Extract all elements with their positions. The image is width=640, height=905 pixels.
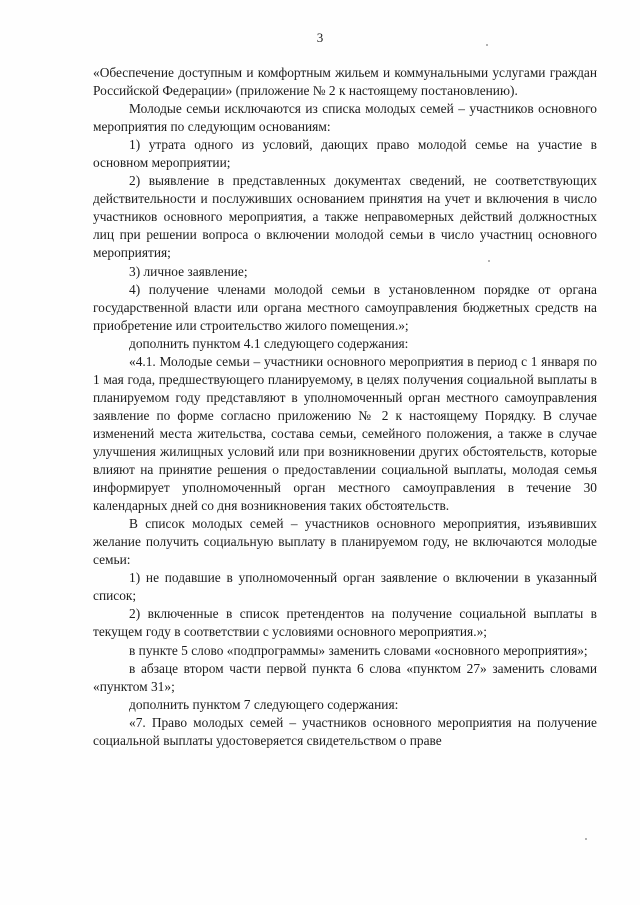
paragraph-exclusion-item-1: 1) утрата одного из условий, дающих право молодой семье на участие в основном мероприятии; [93, 137, 597, 171]
paragraph-list-item-1: 1) не подавшие в уполномоченный орган заявление о включении в указанный список; [93, 570, 597, 604]
paragraph-item-4-1: «4.1. Молодые семьи – участники основного мероприятия в период с 1 января по 1 мая года, предшествующего планируемому, в целях получения социальной выплаты в планируемом году представляют в уполномоченный орган местного самоуправления заявление по форме согласно приложению № 2 к настоящему Порядку. В случае изменений места жительства, состава семьи, семейного положения, а также в случае улучшения жилищных условий или при возникновении других обстоятельств, которые влияют на принятие решения о предоставлении социальной выплаты, молодая семья информирует уполномоченный орган местного самоуправления в течение 30 календарных дней со дня возникновения таких обстоятельств. [93, 353, 597, 514]
page-number: 3 [316, 30, 324, 45]
paragraph-intro-continuation: «Обеспечение доступным и комфортным жильем и коммунальными услугами граждан Российской Федерации» (приложение № 2 к настоящему постановлению). [93, 65, 597, 99]
paragraph-exclusion-item-2: 2) выявление в представленных документах сведений, не соответствующих действительности и послуживших основанием принятия на учет и включения в число участников основного мероприятия, а также неправомерных действий должностных лиц при решении вопроса о включении молодой семьи в число участниц основного мероприятия; [93, 173, 597, 261]
paragraph-item-7: «7. Право молодых семей – участников основного мероприятия на получение социальной выплаты удостоверяется свидетельством о праве [93, 714, 597, 748]
scan-speck [488, 260, 490, 262]
paragraph-exclusion-intro: Молодые семьи исключаются из списка молодых семей – участников основного мероприятия по следующим основаниям: [93, 101, 597, 135]
paragraph-add-item-7: дополнить пунктом 7 следующего содержания: [129, 696, 399, 712]
paragraph-exclusion-item-3: 3) личное заявление; [129, 263, 248, 279]
document-body [93, 64, 597, 750]
paragraph-item-6-amendment: в абзаце втором части первой пункта 6 слова «пунктом 27» заменить словами «пунктом 31»; [93, 660, 597, 694]
paragraph-list-item-2: 2) включенные в список претендентов на получение социальной выплаты в текущем году в соответствии с условиями основного мероприятия.»; [93, 606, 597, 640]
scan-speck [486, 44, 488, 46]
paragraph-add-item-4-1: дополнить пунктом 4.1 следующего содержания: [129, 335, 409, 351]
paragraph-list-intro: В список молодых семей – участников основного мероприятия, изъявивших желание получить социальную выплату в планируемом году, не включаются молодые семьи: [93, 516, 597, 568]
paragraph-item-5-amendment: в пункте 5 слово «подпрограммы» заменить словами «основного мероприятия»; [129, 642, 588, 658]
paragraph-exclusion-item-4: 4) получение членами молодой семьи в установленном порядке от органа государственной власти или органа местного самоуправления бюджетных средств на приобретение или строительство жилого помещения.»; [93, 281, 597, 333]
scan-speck [585, 838, 587, 840]
